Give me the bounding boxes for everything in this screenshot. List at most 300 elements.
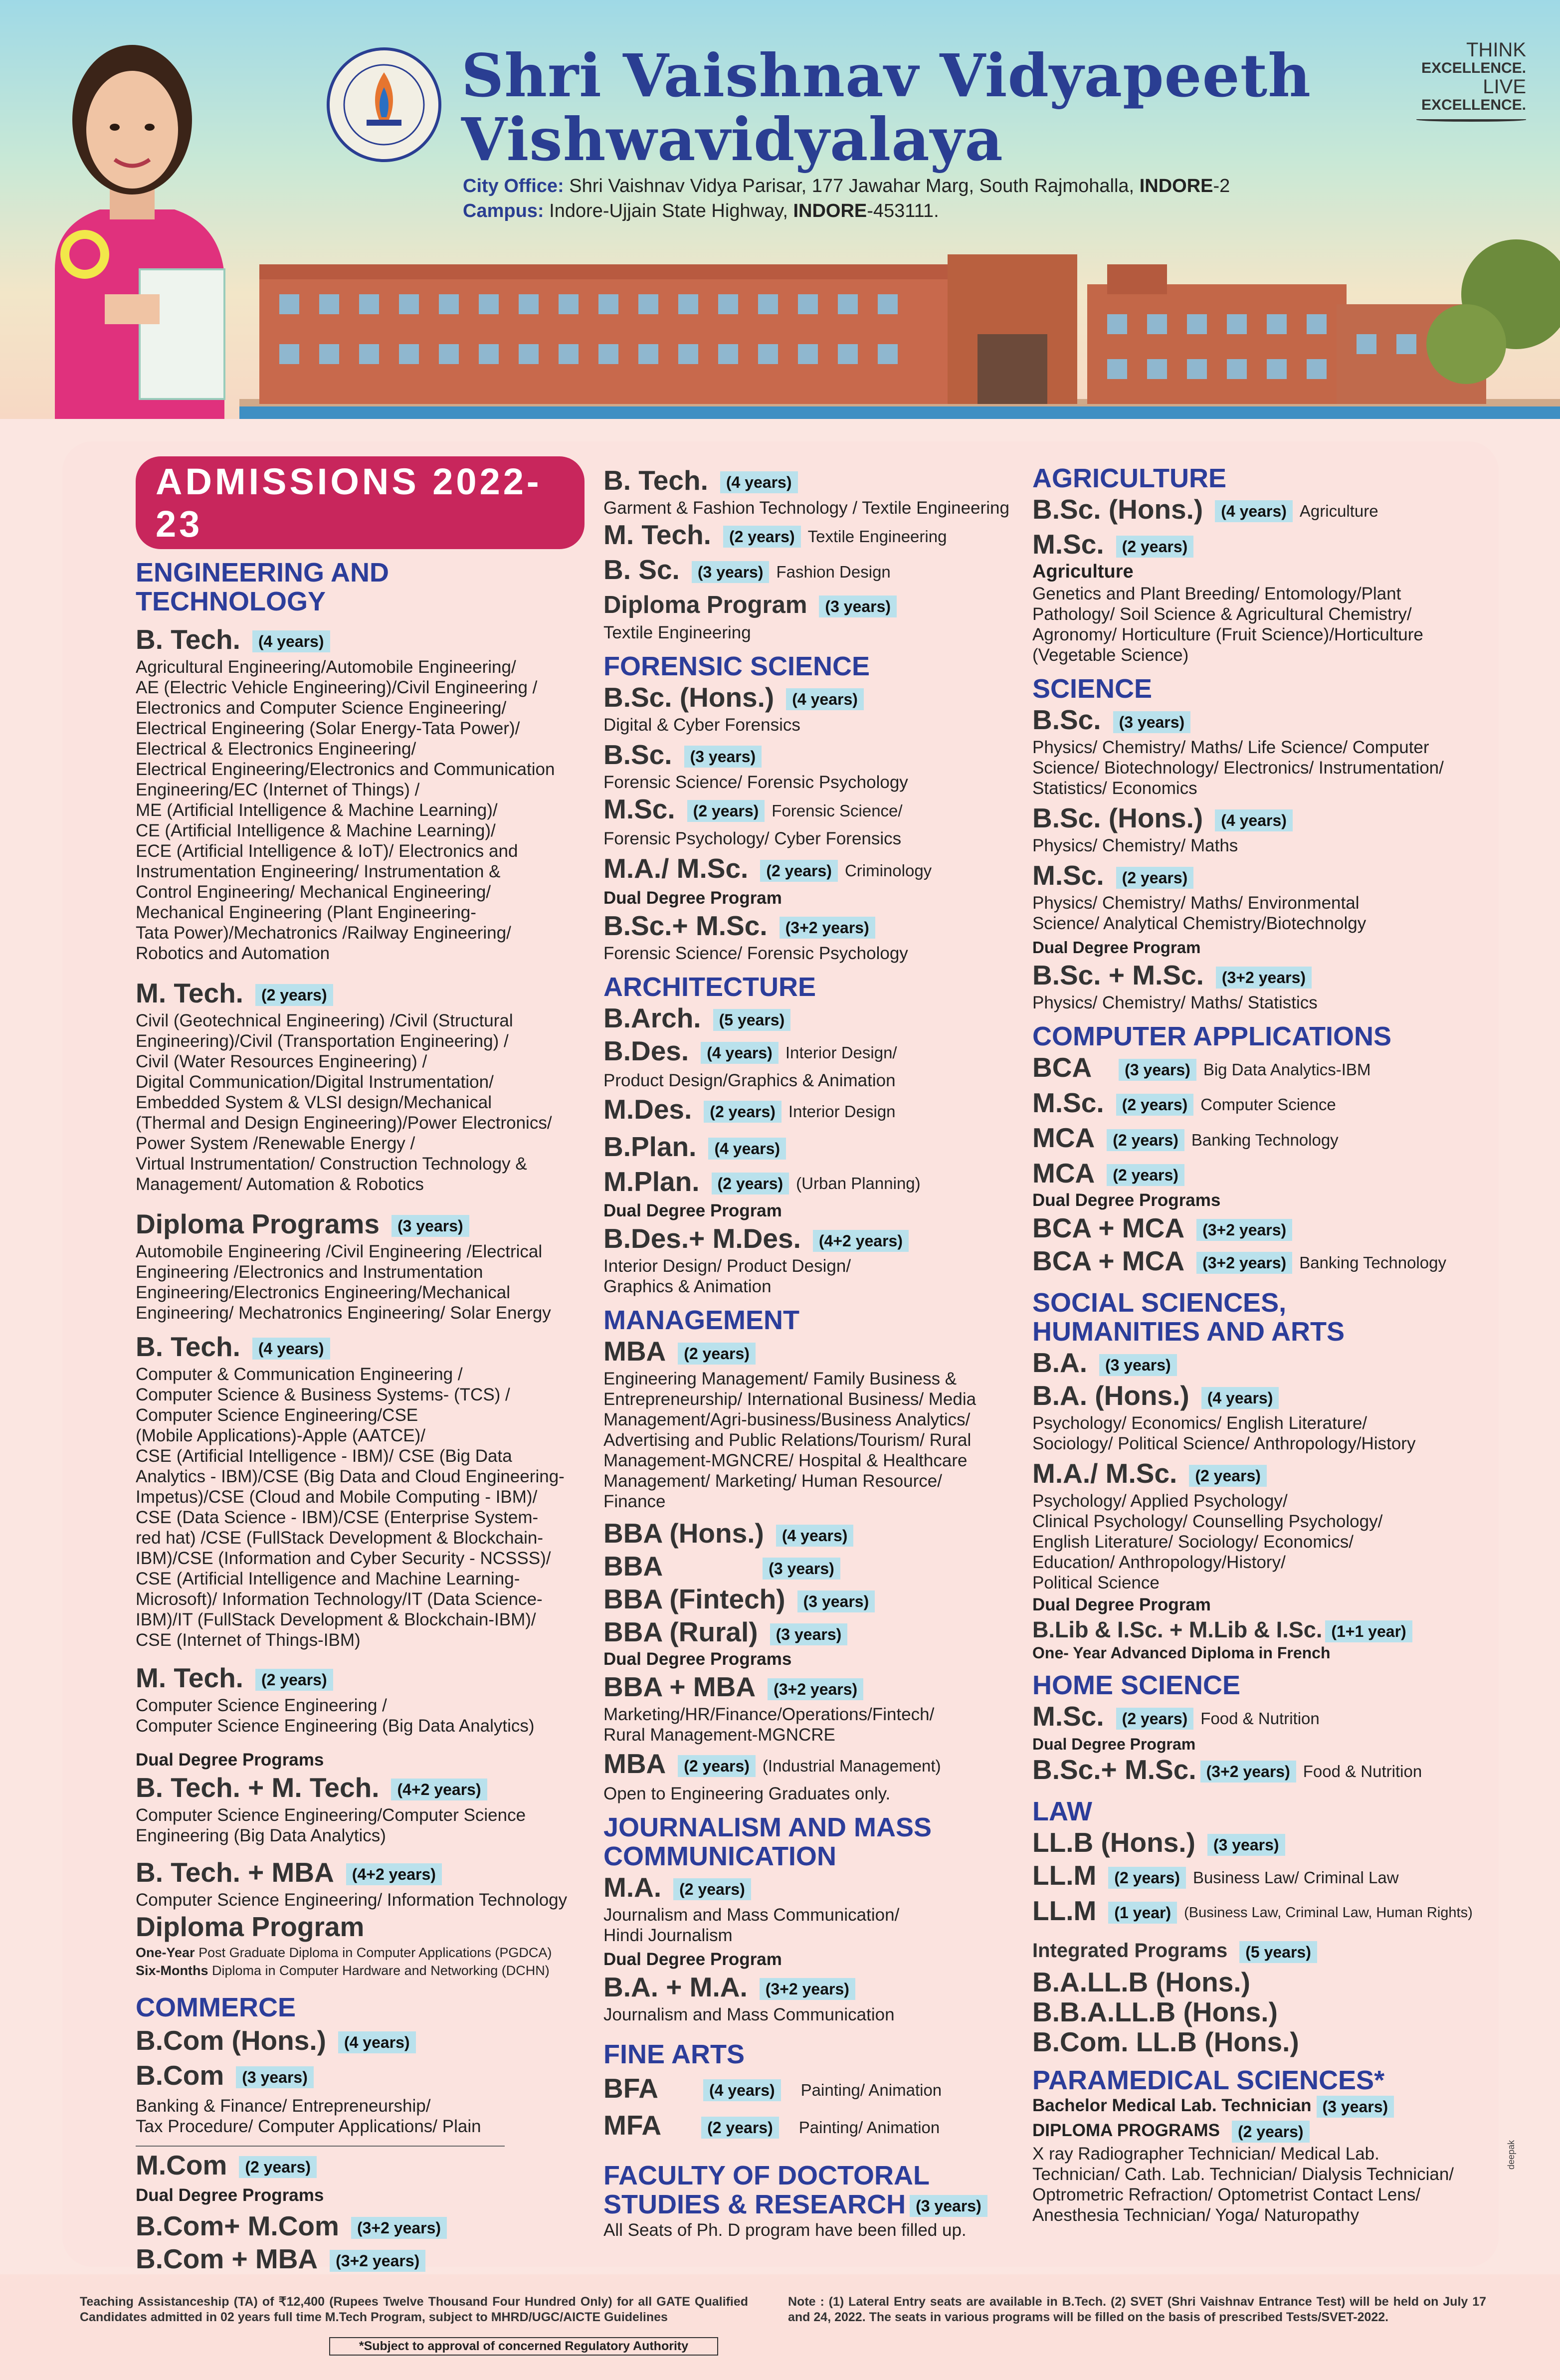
section-agriculture: AGRICULTURE (1032, 463, 1226, 493)
program-ba (1032, 1346, 1491, 1379)
program-name: B.Sc.+ M.Sc. (603, 910, 768, 941)
program-name: B.Sc. + M.Sc. (1032, 960, 1204, 991)
program-name: M.Com (136, 2150, 227, 2181)
program-note: Banking Technology (1299, 1253, 1446, 1272)
footer-regulatory-note: *Subject to approval of concerned Regulatory Authority (329, 2337, 718, 2356)
tagline-think: THINK (1466, 39, 1526, 61)
section-engineering: ENGINEERING AND TECHNOLOGY (136, 558, 390, 616)
dual-degree-label: Dual Degree Programs (136, 2185, 324, 2205)
program-bba-hons (603, 1517, 1032, 1550)
duration-badge: (1 year) (1108, 1902, 1177, 1924)
program-mca-banking (1032, 1121, 1491, 1156)
program-name: M.Sc. (1032, 1087, 1104, 1118)
program-ba-ma (603, 1971, 1032, 2003)
program-bplan (603, 1130, 1032, 1163)
program-note: (Industrial Management) (762, 1756, 941, 1775)
duration-badge: (3 years) (1207, 1834, 1285, 1856)
duration-badge: (2 years) (255, 1669, 333, 1691)
duration-badge: (3 years) (910, 2195, 987, 2217)
program-name: B.Lib & I.Sc. + M.Lib & I.Sc. (1032, 1617, 1323, 1643)
duration-badge: (3+2 years) (1216, 967, 1312, 989)
program-name: BCA + MCA (1032, 1245, 1185, 1276)
city-office-address (463, 176, 1230, 197)
program-desc: Forensic Psychology/ Cyber Forensics (603, 829, 902, 849)
duration-badge: (3 years) (1119, 1059, 1196, 1081)
program-name: M.Sc. (1032, 1701, 1104, 1732)
program-agri-msc (1032, 528, 1491, 561)
program-name: B.Sc. (603, 739, 672, 770)
program-desc: Automobile Engineering /Civil Engineering /Electrical Engineering /Electronics and Instrumentation Engineering/Electronics Engineering/Mechanical Engineering/ Mechatronics Engineering/ Solar Energy (136, 1242, 551, 1323)
program-btech-textile (603, 464, 1032, 497)
duration-badge: (4 years) (252, 1338, 330, 1360)
program-name: BCA (1032, 1052, 1092, 1083)
program-name: BBA + MBA (603, 1671, 756, 1703)
section-computer-applications: COMPUTER APPLICATIONS (1032, 1021, 1392, 1052)
program-ma-msc (1032, 1457, 1491, 1490)
program-desc: Marketing/HR/Finance/Operations/Fintech/ Rural Management-MGNCRE (603, 1705, 935, 1745)
program-bba (603, 1550, 1032, 1583)
program-desc: Computer Science Engineering/ Information Technology (136, 1890, 568, 1910)
program-desc: Garment & Fashion Technology / Textile Engineering (603, 498, 1009, 518)
program-bba-mba (603, 1670, 1032, 1703)
footer (0, 2274, 1560, 2380)
program-mcom (136, 2149, 585, 2182)
program-sci-msc (1032, 859, 1491, 892)
program-home-bsc-msc (1032, 1753, 1491, 1788)
section-forensic: FORENSIC SCIENCE (603, 651, 870, 681)
program-note: (Urban Planning) (796, 1174, 921, 1193)
program-name: B. Tech. (136, 624, 240, 655)
dual-degree-label: Dual Degree Programs (603, 1649, 792, 1669)
program-name: B.Sc. (1032, 704, 1101, 736)
tagline-swoosh (1416, 118, 1526, 122)
duration-badge: (3 years) (236, 2066, 314, 2088)
duration-badge: (2 years) (1116, 536, 1194, 558)
program-name: LL.B (Hons.) (1032, 1827, 1195, 1858)
program-desc: Psychology/ Economics/ English Literature/ Sociology/ Political Science/ Anthropology/History (1032, 1413, 1416, 1454)
duration-badge: (3+2 years) (1196, 1252, 1292, 1274)
program-ballb: B.A.LL.B (Hons.) (1032, 1967, 1250, 1998)
program-desc: Textile Engineering (603, 622, 751, 642)
program-desc: X ray Radiographer Technician/ Medical Lab. Technician/ Cath. Lab. Technician/ Dialysis Technician/ Optrometric Refraction/ Optometrist Contact Lens/ Anesthesia Technician/ Yoga/ Naturopathy (1032, 2144, 1454, 2225)
program-name: DIPLOMA PROGRAMS (1032, 2120, 1220, 2140)
program-desc: Civil (Geotechnical Engineering) /Civil (Structural Engineering)/Civil (Transportation Engineering) / Civil (Water Resources Engineering) / Digital Communication/Digital Instrumentation/ Embedded System & VLSI design/Mechanical (Thermal and Design Engineering)/Power Electronics/ Power System /Renewable Energy / Virtual Instrumentation/ Construction Technology & Management/ Automation & Robotics (136, 1011, 552, 1194)
program-name: M. Tech. (603, 519, 711, 550)
program-mfa (603, 2109, 1032, 2144)
university-name-line1: Shri Vaishnav Vidyapeeth (461, 41, 1312, 110)
program-note: Banking Technology (1191, 1130, 1339, 1149)
duration-badge: (3 years) (1099, 1354, 1177, 1376)
program-para-diploma (1032, 2120, 1491, 2143)
program-bcom-hons (136, 2024, 585, 2057)
diploma-duration: One-Year (136, 1945, 195, 1960)
program-note: Food & Nutrition (1200, 1709, 1320, 1728)
dual-degree-label: Dual Degree Program (1032, 1735, 1196, 1753)
program-btech-2 (136, 1330, 585, 1363)
admissions-title: ADMISSIONS 2022-23 (136, 456, 585, 549)
program-mba-industrial (603, 1747, 1032, 1782)
footer-ta-note: Teaching Assistanceship (TA) of ₹12,400 (Rupees Twelve Thousand Four Hundred Only) for all GATE Qualified Candidates admitted in 02 years full time M.Tech Program, subject to MHRD/UGC/AICTE Guidelines (80, 2295, 748, 2324)
section-paramedical: PARAMEDICAL SCIENCES* (1032, 2065, 1385, 2096)
program-desc: Journalism and Mass Communication/ Hindi Journalism (603, 1905, 900, 1945)
program-name: M.Des. (603, 1094, 692, 1125)
program-desc: Banking & Finance/ Entrepreneurship/ Tax Procedure/ Computer Applications/ Plain (136, 2096, 481, 2136)
program-note: Fashion Design (776, 562, 891, 581)
duration-badge: (4 years) (776, 1525, 854, 1547)
program-note: Business Law/ Criminal Law (1192, 1868, 1399, 1887)
program-desc: All Seats of Ph. D program have been filled up. (603, 2220, 967, 2240)
program-note: Interior Design (788, 1102, 896, 1121)
duration-badge: (2 years) (239, 2156, 317, 2178)
program-name: M.Plan. (603, 1166, 700, 1197)
campus-label: Campus: (463, 200, 544, 221)
duration-badge: (4 years) (701, 1042, 779, 1064)
program-diploma-1 (136, 1207, 585, 1240)
program-forensic-bsc (603, 738, 1032, 771)
duration-badge: (4+2 years) (391, 1779, 487, 1800)
section-journalism: JOURNALISM AND MASS COMMUNICATION (603, 1812, 932, 1871)
duration-badge: (3+2 years) (780, 917, 875, 939)
program-name: B. Sc. (603, 554, 680, 586)
section-doctoral-title: FACULTY OF DOCTORAL STUDIES & RESEARCH (603, 2160, 930, 2219)
duration-badge: (2 years) (255, 984, 333, 1006)
program-desc: Interior Design/ Product Design/ Graphics & Animation (603, 1256, 851, 1297)
program-bcom-mba (136, 2242, 585, 2275)
duration-badge: (2 years) (760, 860, 838, 882)
program-name: B.Plan. (603, 1131, 697, 1162)
duration-badge: (1+1 year) (1325, 1620, 1412, 1642)
program-bcom-mcom (136, 2209, 585, 2242)
duration-badge: (4 years) (1215, 809, 1293, 831)
header-banner (0, 0, 1560, 419)
duration-badge: (2 years) (723, 526, 801, 548)
program-desc: Genetics and Plant Breeding/ Entomology/Plant Pathology/ Soil Science & Agricultural Chemistry/ Agronomy/ Horticulture (Fruit Science)/Horticulture (Vegetable Science) (1032, 584, 1423, 665)
program-note: (Business Law, Criminal Law, Human Rights) (1184, 1905, 1473, 1921)
program-bballb: B.B.A.LL.B (Hons.) (1032, 1996, 1278, 2028)
program-msc-cs (1032, 1086, 1491, 1121)
program-desc: Agricultural Engineering/Automobile Engineering/ AE (Electric Vehicle Engineering)/Civil Engineering / Electronics and Computer Science Engineering/ Electrical Engineering (Solar Energy-Tata Power)/ Electrical & Electronics Engineering/ Electrical Engineering/Electronics and Communication Engineering/EC (Internet of Things) / ME (Artificial Intelligence & Machine Learning)/ CE (Artificial Intelligence & Machine Learning)/ ECE (Artificial Intelligence & IoT)/ Electronics and Instrumentation Engineering/ Instrumentation & Control Engineering/ Mechanical Engineering/ Mechanical Engineering (Plant Engineering- Tata Power)/Mechatronics /Railway Engineering/ Robotics and Automation (136, 657, 555, 963)
duration-badge: (3 years) (391, 1215, 469, 1237)
duration-badge: (3+2 years) (351, 2217, 447, 2239)
program-name: B.Sc. (Hons.) (603, 681, 775, 713)
diploma-text: Diploma in Computer Hardware and Networking (DCHN) (208, 1963, 550, 1978)
program-name: B.Com (136, 2060, 224, 2091)
program-forensic-msc (603, 793, 1032, 827)
duration-badge: (2 years) (704, 1101, 781, 1123)
tagline-excellence-2: EXCELLENCE. (1421, 97, 1526, 113)
program-name: BBA (Hons.) (603, 1518, 764, 1549)
program-name: BBA (Rural) (603, 1616, 758, 1648)
column-3 (1032, 464, 1491, 2225)
program-desc: Forensic Science/ Forensic Psychology (603, 772, 908, 792)
program-name: B. Tech. (603, 465, 708, 496)
program-name: B.Com+ M.Com (136, 2210, 339, 2241)
program-note: Forensic Science/ (772, 801, 903, 820)
program-name: Integrated Programs (1032, 1940, 1228, 1962)
duration-badge: (4 years) (1201, 1387, 1279, 1409)
program-name: M. Tech. (136, 978, 243, 1008)
duration-badge: (4+2 years) (346, 1863, 442, 1885)
program-name: B. Tech. + M. Tech. (136, 1772, 380, 1803)
program-mca (1032, 1157, 1491, 1190)
program-desc: Product Design/Graphics & Animation (603, 1071, 896, 1091)
program-name: B. Tech. + MBA (136, 1857, 334, 1888)
duration-badge: (2 years) (1108, 1867, 1186, 1889)
program-desc: Journalism and Mass Communication (603, 2004, 895, 2024)
program-blib-mlib (1032, 1616, 1491, 1644)
section-fine-arts: FINE ARTS (603, 2039, 745, 2069)
section-science: SCIENCE (1032, 674, 1153, 704)
program-name: LL.M (1032, 1860, 1097, 1891)
university-logo (324, 45, 444, 165)
program-desc: Physics/ Chemistry/ Maths/ Life Science/ Computer Science/ Biotechnology/ Electronics/ Instrumentation/ Statistics/ Economics (1032, 738, 1444, 798)
column-2 (603, 464, 1032, 2240)
city-office-suffix: -2 (1213, 176, 1230, 197)
program-bdes-mdes (603, 1222, 1032, 1255)
duration-badge: (3+2 years) (330, 2250, 425, 2272)
program-bcom (136, 2059, 585, 2092)
duration-badge: (3+2 years) (1196, 1219, 1292, 1241)
section-doctoral (603, 2161, 1032, 2219)
section-law: LAW (1032, 1796, 1092, 1827)
program-note: Criminology (844, 861, 932, 880)
program-desc: Physics/ Chemistry/ Maths (1032, 836, 1238, 856)
program-barch (603, 1001, 1032, 1034)
program-mtech-1 (136, 977, 585, 1009)
program-bca-mca-2 (1032, 1244, 1491, 1279)
city-office-city: INDORE (1139, 176, 1213, 197)
duration-badge: (5 years) (1239, 1941, 1317, 1963)
program-note: Agriculture (1299, 502, 1378, 521)
program-desc: Physics/ Chemistry/ Maths/ Environmental Science/ Analytical Chemistry/Biotechnolgy (1032, 893, 1366, 934)
program-desc: Digital & Cyber Forensics (603, 715, 800, 735)
duration-badge: (2 years) (1189, 1465, 1267, 1487)
duration-badge: (2 years) (1116, 1094, 1194, 1116)
program-name: B.Sc. (Hons.) (1032, 494, 1203, 525)
program-name: LL.M (1032, 1895, 1097, 1926)
tagline (1401, 40, 1526, 122)
program-bsc-fashion (603, 553, 1032, 588)
dual-degree-label: Dual Degree Program (603, 1201, 782, 1221)
duration-badge: (2 years) (1116, 1708, 1194, 1730)
program-name: BCA + MCA (1032, 1212, 1185, 1243)
program-note: Computer Science (1200, 1095, 1336, 1114)
duration-badge: (2 years) (687, 800, 765, 822)
tagline-live: LIVE (1483, 76, 1526, 98)
program-name: M.A./ M.Sc. (1032, 1458, 1177, 1489)
program-name: B.Des. (603, 1035, 689, 1066)
duration-badge: (2 years) (701, 2117, 779, 2139)
duration-badge: (2 years) (1107, 1129, 1184, 1151)
student-photo (25, 35, 239, 419)
program-mtech-textile (603, 518, 1032, 553)
program-note: Food & Nutrition (1303, 1762, 1422, 1781)
university-name (461, 41, 1312, 174)
duration-badge: (3+2 years) (760, 1978, 855, 2000)
program-name: MCA (1032, 1122, 1095, 1154)
duration-badge: (2 years) (712, 1173, 789, 1194)
program-llm-1 (1032, 1859, 1491, 1894)
diploma-dchn (136, 1962, 585, 1979)
dual-degree-label: Dual Degree Program (1032, 1595, 1211, 1615)
duration-badge: (2 years) (678, 1343, 756, 1365)
program-ba-hons (1032, 1379, 1491, 1412)
program-name: M.Sc. (1032, 860, 1104, 891)
program-btech-mtech (136, 1771, 585, 1804)
program-sci-bsc-hons (1032, 801, 1491, 834)
program-diploma-textile (603, 589, 1032, 621)
program-forensic-ma-msc (603, 852, 1032, 887)
program-integrated (1032, 1934, 1491, 1967)
program-name: B. Tech. (136, 1331, 240, 1362)
program-home-msc (1032, 1700, 1491, 1735)
program-desc: Computer & Communication Engineering / Computer Science & Business Systems- (TCS) / Computer Science Engineering/CSE (Mobile Applications)-Apple (AATCE)/ CSE (Artificial Intelligence - IBM)/ CSE (Big Data Analytics - IBM)/CSE (Big Data and Cloud Engineering- Impetus)/CSE (Cloud and Mobile Computing - IBM)/ CSE (Data Science - IBM)/CSE (Enterprise System- red hat) /CSE (FullStack Development & Blockchain- IBM)/CSE (Information and Cyber Security - NCSSS)/ CSE (Artificial Intelligence and Machine Learning- Microsoft)/ Information Technology/IT (Data Science- IBM)/IT (FullStack Development & Blockchain-IBM)/ CSE (Internet of Things-IBM) (136, 1365, 565, 1650)
program-name: MBA (603, 1748, 666, 1780)
campus-suffix: -453111. (867, 200, 939, 221)
program-bcomllb: B.Com. LL.B (Hons.) (1032, 2026, 1299, 2058)
program-mtech-2 (136, 1661, 585, 1694)
dual-degree-label: Dual Degree Programs (136, 1750, 324, 1770)
duration-badge: (3 years) (1317, 2096, 1394, 2118)
program-name: Bachelor Medical Lab. Technician (1032, 2096, 1312, 2116)
program-name: M.Sc. (1032, 529, 1104, 560)
program-name: MFA (603, 2110, 662, 2141)
program-name: B.Sc. (Hons.) (1032, 802, 1203, 834)
program-name: MCA (1032, 1157, 1095, 1189)
program-desc: Engineering Management/ Family Business & Entrepreneurship/ International Business/ Media Management/Agri-business/Business Analytics/ Advertising and Public Relations/Tourism/ Rural Management-MGNCRE/ Hospital & Healthcare Management/ Marketing/ Human Resource/ Finance (603, 1369, 976, 1512)
duration-badge: (2 years) (673, 1878, 751, 1900)
divider (136, 2146, 505, 2147)
program-name: BBA (Fintech) (603, 1584, 785, 1615)
program-btech-1 (136, 623, 585, 656)
program-note: Painting/ Animation (798, 2118, 940, 2137)
program-name: Diploma Programs (136, 1208, 380, 1239)
program-note: Textile Engineering (807, 527, 947, 546)
program-note: Big Data Analytics-IBM (1203, 1060, 1371, 1079)
designer-credit: deepak (1506, 2140, 1516, 2170)
program-llb (1032, 1826, 1491, 1859)
column-1 (136, 456, 585, 2275)
university-name-line2: Vishwavidyalaya (461, 105, 1003, 174)
duration-badge: (2 years) (1116, 867, 1194, 889)
section-commerce: COMMERCE (136, 1992, 296, 2022)
campus-building-illustration (239, 234, 1560, 419)
duration-badge: (2 years) (1107, 1164, 1184, 1186)
duration-badge: (4 years) (786, 688, 864, 710)
program-name: BFA (603, 2072, 658, 2104)
program-bmlt (1032, 2095, 1491, 2118)
program-name: B.Com (Hons.) (136, 2025, 326, 2056)
program-desc: Computer Science Engineering / Computer Science Engineering (Big Data Analytics) (136, 1696, 535, 1736)
program-note: Painting/ Animation (800, 2081, 942, 2100)
program-name: Diploma Program (136, 1911, 365, 1942)
program-desc: Forensic Science/ Forensic Psychology (603, 943, 908, 963)
program-desc: Computer Science Engineering/Computer Science Engineering (Big Data Analytics) (136, 1805, 526, 1845)
program-bdes (603, 1034, 1032, 1069)
program-forensic-bsc-msc (603, 909, 1032, 942)
campus-address (463, 200, 939, 222)
program-agri-bsc-hons (1032, 493, 1491, 528)
duration-badge: (4 years) (252, 630, 330, 652)
program-ma-journalism (603, 1871, 1032, 1904)
footer-entry-note: Note : (1) Lateral Entry seats are available in B.Tech. (2) SVET (Shri Vaishnav Entrance Test) will be held on July 17 and 24, 2022. The seats in various programs will be filled on the basis of prescribed Tests/SVET-2022. (788, 2295, 1486, 2324)
city-office-text: Shri Vaishnav Vidya Parisar, 177 Jawahar Marg, South Rajmohalla, (564, 176, 1140, 197)
duration-badge: (4 years) (720, 471, 798, 493)
program-name: M.Sc. (603, 793, 675, 824)
program-btech-mba (136, 1856, 585, 1889)
duration-badge: (3 years) (684, 746, 762, 768)
program-llm-2 (1032, 1894, 1491, 1929)
program-sci-bsc-msc (1032, 959, 1491, 992)
program-sci-bsc (1032, 703, 1491, 736)
duration-badge: (3 years) (770, 1623, 848, 1645)
program-name: BBA (603, 1551, 663, 1582)
section-home-science: HOME SCIENCE (1032, 1670, 1241, 1701)
program-name: B.A. (Hons.) (1032, 1380, 1189, 1411)
campus-text: Indore-Ujjain State Highway, (544, 200, 793, 221)
program-desc: Psychology/ Applied Psychology/ Clinical Psychology/ Counselling Psychology/ English Literature/ Sociology/ Economics/ Education/ Anthropology/History/ Political Science (1032, 1491, 1383, 1593)
program-bfa (603, 2072, 1032, 2107)
program-name: B.Com + MBA (136, 2243, 318, 2274)
program-desc: Open to Engineering Graduates only. (603, 1784, 891, 1803)
program-name: B.Sc.+ M.Sc. (1032, 1754, 1196, 1785)
program-name: MBA (603, 1336, 666, 1367)
program-name: Diploma Program (603, 591, 807, 618)
duration-badge: (3 years) (819, 595, 897, 617)
program-bba-rural (603, 1615, 1032, 1648)
program-mdes (603, 1093, 1032, 1128)
program-name: M. Tech. (136, 1662, 243, 1693)
dual-degree-label: Dual Degree Program (603, 1949, 782, 1969)
duration-badge: (3 years) (797, 1590, 875, 1612)
duration-badge: (3+2 years) (768, 1678, 863, 1700)
duration-badge: (3 years) (763, 1558, 840, 1580)
duration-badge: (3 years) (692, 561, 770, 583)
program-name: M.A./ M.Sc. (603, 853, 749, 884)
section-social-sciences: SOCIAL SCIENCES, HUMANITIES AND ARTS (1032, 1288, 1345, 1347)
program-name: B.Des.+ M.Des. (603, 1223, 801, 1254)
program-name: B.A. (1032, 1347, 1087, 1379)
duration-badge: (5 years) (713, 1009, 791, 1031)
duration-badge: (4 years) (703, 2079, 781, 2101)
program-forensic-bsc-hons (603, 681, 1032, 714)
program-name: B.Arch. (603, 1002, 701, 1033)
program-diploma-2 (136, 1910, 585, 1943)
program-mplan (603, 1165, 1032, 1200)
campus-city: INDORE (793, 200, 867, 221)
dual-degree-label: Dual Degree Programs (1032, 1190, 1221, 1210)
city-office-label: City Office: (463, 176, 564, 197)
program-bca-mca-1 (1032, 1211, 1491, 1244)
program-bca (1032, 1051, 1491, 1086)
program-subtitle: Agriculture (1032, 561, 1134, 583)
section-management: MANAGEMENT (603, 1305, 799, 1336)
tagline-excellence-1: EXCELLENCE. (1421, 60, 1526, 76)
diploma-text: Post Graduate Diploma in Computer Applications (PGDCA) (195, 1945, 552, 1960)
program-name: B.A. + M.A. (603, 1971, 748, 2002)
diploma-pgdca (136, 1944, 585, 1961)
diploma-duration: Six-Months (136, 1963, 208, 1978)
duration-badge: (4 years) (1215, 500, 1293, 522)
section-architecture: ARCHITECTURE (603, 972, 816, 1002)
duration-badge: (3 years) (1113, 711, 1191, 733)
duration-badge: (4 years) (338, 2031, 416, 2053)
dual-degree-label: Dual Degree Program (1032, 938, 1201, 957)
program-name: M.A. (603, 1871, 662, 1903)
program-subtitle: One- Year Advanced Diploma in French (1032, 1644, 1331, 1662)
program-note: Interior Design/ (785, 1043, 897, 1062)
program-mba (603, 1335, 1032, 1368)
